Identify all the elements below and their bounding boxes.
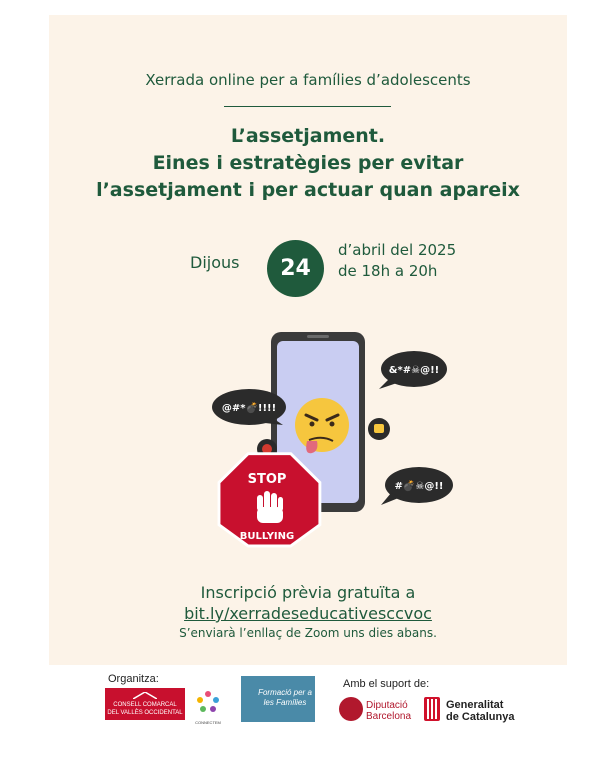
ccvo-logo	[105, 688, 185, 720]
title-line-1: L’assetjament.	[230, 125, 386, 147]
registration-link[interactable]: bit.ly/xerradeseducativesccvoc	[184, 604, 432, 623]
generalitat-line-2: de Catalunya	[446, 711, 515, 723]
generalitat-flag-icon	[424, 697, 440, 721]
ccvo-roof-icon	[133, 692, 157, 699]
bullying-illustration	[209, 327, 479, 557]
formacio-line-1: Formació per a	[258, 688, 312, 697]
time-line: de 18h a 20h	[338, 262, 438, 280]
diputacio-line-1: Diputació	[366, 700, 408, 711]
speech-bubble-top-right	[379, 351, 447, 389]
diputacio-seal-icon	[339, 697, 363, 721]
date-line: d’abril del 2025	[338, 241, 457, 259]
event-pre-title: Xerrada online per a famílies d’adolescents	[145, 71, 471, 89]
formacio-line-2: les Famílies	[263, 698, 307, 707]
registration-note: S’enviarà l’enllaç de Zoom uns dies abans.	[179, 626, 437, 640]
day-number-badge: 24	[267, 240, 324, 297]
bubble-text-left: @#*💣!!!!	[221, 403, 277, 414]
stop-sign-bottom-text: BULLYING	[239, 531, 295, 542]
title-line-3: l’assetjament i per actuar quan apareix	[96, 179, 520, 201]
title-divider	[224, 106, 391, 107]
diputacio-line-2: Barcelona	[366, 711, 412, 722]
connectem-logo	[193, 689, 223, 725]
formacio-families-logo	[241, 676, 315, 722]
support-label: Amb el suport de:	[343, 678, 430, 690]
bubble-text-bottom-right: #💣☠@!!	[394, 481, 444, 492]
generalitat-line-1: Generalitat	[446, 699, 504, 711]
event-title	[49, 123, 567, 204]
ccvo-line-1: CONSELL COMARCAL	[113, 702, 177, 708]
generalitat-logo	[424, 697, 524, 723]
thumbs-down-bubble-icon	[368, 418, 390, 440]
title-line-2: Eines i estratègies per evitar	[152, 152, 464, 174]
connectem-icon	[193, 689, 223, 715]
stop-sign-icon	[219, 454, 320, 546]
speech-bubble-left	[212, 389, 286, 425]
diputacio-logo	[339, 697, 419, 723]
day-name: Dijous	[190, 253, 240, 272]
ccvo-line-2: DEL VALLÈS OCCIDENTAL	[107, 710, 183, 716]
registration-intro: Inscripció prèvia gratuïta a	[200, 583, 416, 602]
stop-sign-top-text: STOP	[247, 472, 287, 487]
connectem-text: CONNECTEM	[195, 720, 221, 725]
organizer-label: Organitza:	[108, 673, 159, 685]
speech-bubble-bottom-right	[381, 467, 453, 505]
poster	[49, 15, 567, 665]
bubble-text-top-right: &*#☠@!!	[388, 365, 440, 376]
